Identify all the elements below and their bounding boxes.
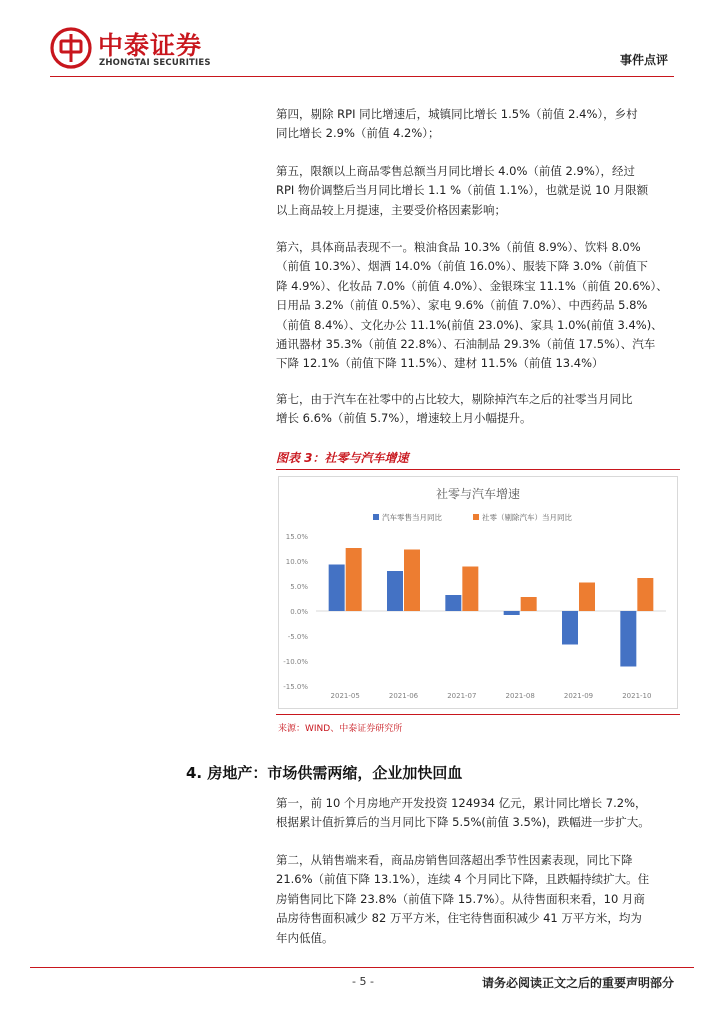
- paragraph-section4-second: [276, 851, 674, 948]
- text-line: 年内低值。: [276, 930, 334, 945]
- y-tick-label: 5.0%: [290, 583, 308, 591]
- page-header: [0, 0, 724, 82]
- paragraph-section4-first: [276, 794, 674, 833]
- text-line: 第七，由于汽车在社零中的占比较大，剔除掉汽车之后的社零当月同比: [276, 392, 633, 406]
- legend-swatch: [373, 514, 379, 520]
- y-tick-label: -15.0%: [283, 683, 308, 691]
- page-number: - 5 -: [352, 975, 374, 988]
- x-tick-label: 2021-06: [388, 692, 419, 700]
- bar: [329, 565, 345, 612]
- footer-divider: [30, 967, 694, 968]
- logo-english-name: ZHONGTAI SECURITIES: [99, 58, 211, 68]
- text-line: 第四，剔除 RPI 同比增速后，城镇同比增长 1.5%（前值 2.4%），乡村: [276, 107, 638, 121]
- text-line: 以上商品较上月提速，主要受价格因素影响；: [276, 202, 506, 217]
- text-line: RPI 物价调整后当月同比增长 1.1 %（前值 1.1%），也就是说 10 月限额: [276, 183, 649, 198]
- x-tick-label: 2021-05: [330, 692, 360, 700]
- figure-title: 图表 3：社零与汽车增速: [276, 451, 409, 465]
- y-tick-label: -10.0%: [283, 658, 308, 666]
- text-line: 第二，从销售端来看，商品房销售回落超出季节性因素表现，同比下降: [276, 853, 633, 867]
- text-line: 日用品 3.2%（前值 0.5%）、家电 9.6%（前值 7.0%）、中西药品 5.8%: [276, 298, 648, 313]
- text-line: 通讯器材 35.3%（前值 22.8%）、石油制品 29.3%（前值 17.5%）、汽车: [276, 337, 656, 352]
- y-tick-label: 15.0%: [285, 533, 308, 541]
- legend-swatch: [473, 514, 479, 520]
- text-line: 根据累计值折算后的当月同比下降 5.5%(前值 3.5%)，跌幅进一步扩大。: [276, 815, 650, 830]
- paragraph-seventh: [276, 390, 674, 429]
- logo-chinese-name: 中泰证券: [98, 31, 203, 60]
- text-line: 第一，前 10 个月房地产开发投资 124934 亿元，累计同比增长 7.2%，: [276, 796, 647, 810]
- figure-top-rule: [276, 469, 680, 470]
- text-line: （前值 8.4%）、文化办公 11.1%(前值 23.0%)、家具 1.0%(前值 3.4%)、: [276, 317, 663, 332]
- text-line: 降 4.9%）、化妆品 7.0%（前值 4.0%）、金银珠宝 11.1%（前值 20.6%）、: [276, 278, 668, 293]
- chart-container: [278, 476, 678, 709]
- header-divider: [50, 76, 674, 77]
- text-line: 同比增长 2.9%（前值 4.2%）；: [276, 126, 440, 141]
- text-line: 房销售同比下降 23.8%（前值下降 15.7%）。从待售面积来看，10 月商: [276, 891, 645, 906]
- bar: [346, 548, 362, 611]
- x-tick-label: 2021-10: [622, 692, 652, 700]
- y-tick-label: 0.0%: [290, 608, 308, 616]
- y-tick-label: -5.0%: [287, 633, 308, 641]
- legend-label: 社零（剔除汽车）当月同比: [482, 513, 572, 522]
- text-line: 21.6%（前值下降 13.1%），连续 4 个月同比下降，且跌幅持续扩大。住: [276, 872, 650, 887]
- bar: [462, 567, 478, 612]
- bar: [637, 578, 653, 611]
- figure-source: 来源：WIND、中泰证券研究所: [278, 724, 403, 734]
- bar: [445, 595, 461, 611]
- text-line: （前值 10.3%）、烟酒 14.0%（前值 16.0%）、服装下降 3.0%（前值下: [276, 259, 648, 274]
- bar: [579, 583, 595, 612]
- x-tick-label: 2021-08: [505, 692, 535, 700]
- chart-title: 社零与汽车增速: [435, 487, 521, 501]
- paragraph-fourth: [276, 105, 674, 144]
- text-line: 下降 12.1%（前值下降 11.5%）、建材 11.5%（前值 13.4%）: [276, 356, 604, 371]
- text-line: 第六，具体商品表现不一。粮油食品 10.3%（前值 8.9%）、饮料 8.0%: [276, 240, 641, 254]
- bar: [562, 611, 578, 645]
- bar: [504, 611, 520, 615]
- figure-bottom-rule: [276, 714, 680, 715]
- text-line: 品房待售面积减少 82 万平方米，住宅待售面积减少 41 万平方米，均为: [276, 911, 642, 926]
- text-line: 增长 6.6%（前值 5.7%），增速较上月小幅提升。: [276, 411, 532, 426]
- y-tick-label: 10.0%: [285, 558, 308, 566]
- text-line: 第五，限额以上商品零售总额当月同比增长 4.0%（前值 2.9%），经过: [276, 164, 635, 178]
- section-heading: 4. 房地产：市场供需两缩，企业加快回血: [186, 764, 463, 782]
- bar-chart: [278, 476, 678, 709]
- bar: [620, 611, 636, 667]
- document-type: 事件点评: [619, 53, 668, 67]
- zhongtai-logo-icon: [50, 27, 92, 69]
- bar: [387, 571, 403, 611]
- bar: [404, 550, 420, 612]
- x-tick-label: 2021-09: [563, 692, 594, 700]
- bar: [521, 597, 537, 611]
- legend-label: 汽车零售当月同比: [382, 513, 442, 522]
- x-tick-label: 2021-07: [447, 692, 477, 700]
- paragraph-fifth: [276, 162, 674, 220]
- paragraph-sixth: [276, 238, 674, 374]
- footer-disclaimer: 请务必阅读正文之后的重要声明部分: [481, 976, 674, 990]
